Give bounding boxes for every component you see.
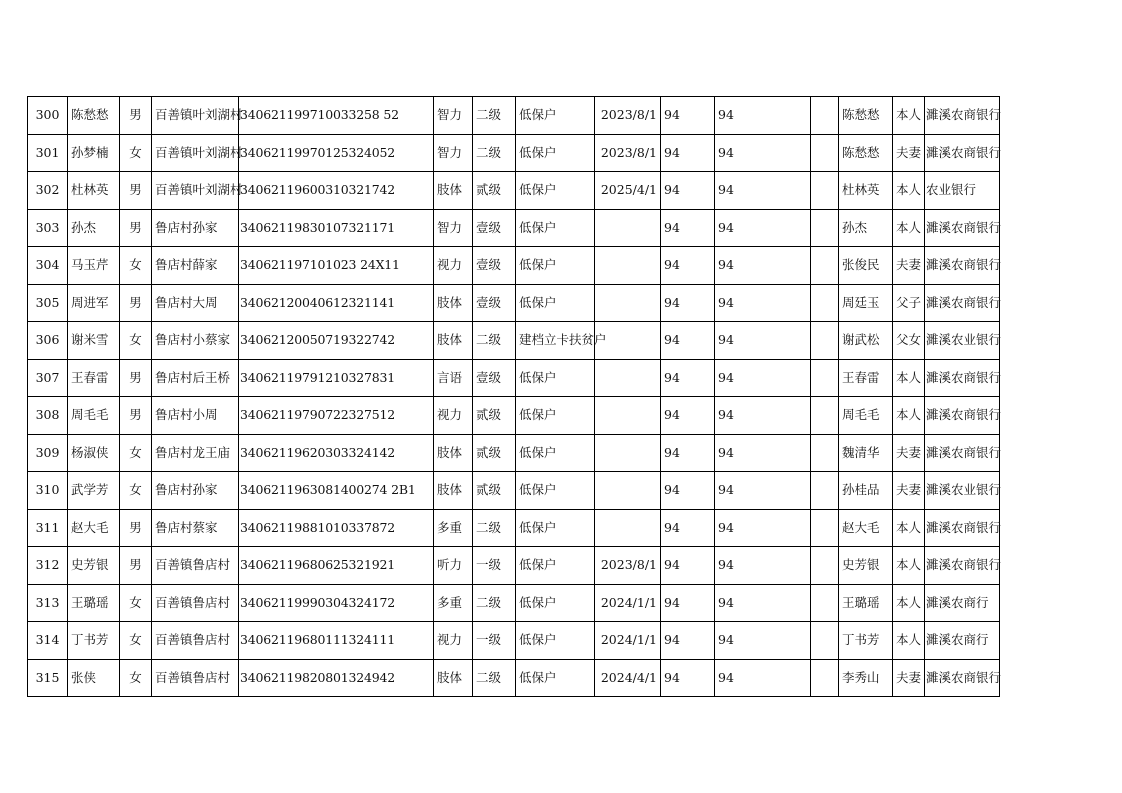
cell-disability-grade: 壹级 [473,284,516,322]
cell-id-number: 34062119790722327512 [239,397,434,435]
cell-id-number: 34062119970125324052 [239,134,434,172]
cell-address: 百善镇叶刘湖村 [152,97,239,135]
cell-category: 低保户 [516,584,595,622]
cell-relation: 本人 [893,172,925,210]
cell-amount-b: 94 [715,659,811,697]
cell-name: 张侠 [68,659,120,697]
cell-blank [811,209,839,247]
cell-category: 低保户 [516,284,595,322]
cell-serial-number: 309 [28,434,68,472]
cell-category: 低保户 [516,622,595,660]
cell-relation: 夫妻 [893,134,925,172]
cell-payee: 史芳银 [839,547,893,585]
cell-bank: 濉溪农商银行 [925,134,1000,172]
cell-category: 低保户 [516,659,595,697]
table-row [28,509,1000,547]
cell-payee: 丁书芳 [839,622,893,660]
table-row [28,134,1000,172]
cell-date [595,434,661,472]
cell-amount-b: 94 [715,622,811,660]
cell-relation: 父女 [893,322,925,360]
data-table [27,96,1000,697]
cell-disability-grade: 二级 [473,584,516,622]
cell-id-number: 340621199710033258 52 [239,97,434,135]
cell-amount-a: 94 [661,359,715,397]
cell-id-number: 34062119680111324111 [239,622,434,660]
cell-bank: 濉溪农商银行 [925,434,1000,472]
cell-date [595,209,661,247]
cell-disability-grade: 二级 [473,322,516,360]
cell-address: 百善镇叶刘湖村 [152,172,239,210]
cell-amount-b: 94 [715,172,811,210]
cell-date: 2023/8/1 [595,547,661,585]
cell-blank [811,134,839,172]
cell-category: 建档立卡扶贫户 [516,322,595,360]
cell-id-number: 34062119820801324942 [239,659,434,697]
table-row [28,659,1000,697]
cell-serial-number: 307 [28,359,68,397]
cell-amount-b: 94 [715,584,811,622]
table-row [28,322,1000,360]
cell-serial-number: 305 [28,284,68,322]
cell-blank [811,397,839,435]
cell-name: 王璐瑶 [68,584,120,622]
sheet [27,96,1002,697]
cell-bank: 濉溪农商行 [925,584,1000,622]
cell-disability-grade: 一级 [473,622,516,660]
cell-sex: 男 [120,284,152,322]
cell-amount-a: 94 [661,659,715,697]
cell-category: 低保户 [516,97,595,135]
cell-amount-b: 94 [715,134,811,172]
cell-sex: 男 [120,209,152,247]
cell-disability-type: 智力 [434,97,473,135]
cell-date [595,472,661,510]
cell-id-number: 34062119600310321742 [239,172,434,210]
cell-relation: 夫妻 [893,472,925,510]
cell-relation: 本人 [893,209,925,247]
cell-sex: 女 [120,434,152,472]
cell-sex: 女 [120,472,152,510]
cell-amount-a: 94 [661,134,715,172]
cell-amount-b: 94 [715,209,811,247]
cell-category: 低保户 [516,509,595,547]
cell-disability-grade: 壹级 [473,359,516,397]
cell-category: 低保户 [516,247,595,285]
cell-category: 低保户 [516,547,595,585]
cell-category: 低保户 [516,397,595,435]
cell-bank: 濉溪农商银行 [925,97,1000,135]
cell-id-number: 34062120040612321141 [239,284,434,322]
cell-payee: 张俊民 [839,247,893,285]
cell-disability-type: 听力 [434,547,473,585]
cell-name: 谢米雪 [68,322,120,360]
cell-amount-a: 94 [661,209,715,247]
cell-name: 周毛毛 [68,397,120,435]
cell-amount-b: 94 [715,397,811,435]
cell-amount-a: 94 [661,322,715,360]
cell-category: 低保户 [516,359,595,397]
cell-id-number: 340621197101023 24X11 [239,247,434,285]
cell-serial-number: 313 [28,584,68,622]
cell-disability-type: 智力 [434,134,473,172]
cell-address: 鲁店村小周 [152,397,239,435]
cell-name: 陈愁愁 [68,97,120,135]
cell-date [595,359,661,397]
cell-address: 鲁店村孙家 [152,472,239,510]
cell-bank: 濉溪农商银行 [925,659,1000,697]
cell-payee: 孙杰 [839,209,893,247]
cell-amount-a: 94 [661,247,715,285]
cell-name: 王春雷 [68,359,120,397]
cell-amount-b: 94 [715,322,811,360]
cell-address: 鲁店村薛家 [152,247,239,285]
cell-name: 史芳银 [68,547,120,585]
table-row [28,397,1000,435]
cell-disability-type: 肢体 [434,322,473,360]
cell-serial-number: 311 [28,509,68,547]
cell-relation: 本人 [893,97,925,135]
cell-bank: 濉溪农商银行 [925,359,1000,397]
cell-name: 孙杰 [68,209,120,247]
cell-serial-number: 312 [28,547,68,585]
cell-category: 低保户 [516,134,595,172]
cell-name: 孙梦楠 [68,134,120,172]
cell-relation: 本人 [893,359,925,397]
cell-address: 百善镇鲁店村 [152,584,239,622]
cell-id-number: 34062119830107321171 [239,209,434,247]
cell-sex: 女 [120,659,152,697]
cell-serial-number: 310 [28,472,68,510]
cell-disability-grade: 二级 [473,97,516,135]
cell-payee: 李秀山 [839,659,893,697]
cell-disability-grade: 贰级 [473,172,516,210]
cell-address: 百善镇鲁店村 [152,659,239,697]
cell-serial-number: 302 [28,172,68,210]
cell-payee: 孙桂品 [839,472,893,510]
cell-blank [811,434,839,472]
cell-id-number: 34062119990304324172 [239,584,434,622]
cell-bank: 濉溪农商银行 [925,247,1000,285]
cell-relation: 父子 [893,284,925,322]
table-row [28,247,1000,285]
cell-blank [811,359,839,397]
cell-payee: 周毛毛 [839,397,893,435]
cell-date: 2025/4/1 [595,172,661,210]
cell-disability-type: 多重 [434,584,473,622]
cell-blank [811,97,839,135]
cell-disability-type: 肢体 [434,472,473,510]
cell-disability-grade: 贰级 [473,472,516,510]
cell-serial-number: 300 [28,97,68,135]
cell-amount-b: 94 [715,472,811,510]
cell-disability-grade: 贰级 [473,397,516,435]
cell-disability-type: 智力 [434,209,473,247]
cell-address: 鲁店村小蔡家 [152,322,239,360]
cell-sex: 男 [120,547,152,585]
cell-bank: 农业银行 [925,172,1000,210]
cell-blank [811,622,839,660]
cell-id-number: 34062119620303324142 [239,434,434,472]
cell-date [595,397,661,435]
cell-bank: 濉溪农商银行 [925,284,1000,322]
cell-payee: 杜林英 [839,172,893,210]
cell-sex: 男 [120,397,152,435]
cell-bank: 濉溪农商银行 [925,397,1000,435]
cell-amount-b: 94 [715,359,811,397]
table-row [28,284,1000,322]
cell-date [595,284,661,322]
cell-name: 杜林英 [68,172,120,210]
table-row [28,359,1000,397]
cell-bank: 濉溪农商银行 [925,209,1000,247]
cell-date: 2024/1/1 [595,622,661,660]
cell-disability-type: 肢体 [434,172,473,210]
cell-blank [811,509,839,547]
cell-relation: 夫妻 [893,434,925,472]
cell-serial-number: 308 [28,397,68,435]
cell-bank: 濉溪农商行 [925,622,1000,660]
cell-blank [811,659,839,697]
cell-disability-type: 肢体 [434,434,473,472]
cell-serial-number: 314 [28,622,68,660]
cell-sex: 女 [120,622,152,660]
cell-name: 马玉芹 [68,247,120,285]
cell-id-number: 3406211963081400274 2B1 [239,472,434,510]
cell-disability-grade: 二级 [473,134,516,172]
cell-disability-type: 言语 [434,359,473,397]
cell-sex: 女 [120,322,152,360]
cell-amount-a: 94 [661,584,715,622]
cell-bank: 濉溪农商银行 [925,547,1000,585]
cell-relation: 本人 [893,509,925,547]
cell-amount-b: 94 [715,547,811,585]
cell-payee: 陈愁愁 [839,97,893,135]
cell-serial-number: 306 [28,322,68,360]
table-row [28,97,1000,135]
cell-date: 2024/1/1 [595,584,661,622]
cell-date [595,509,661,547]
cell-bank: 濉溪农业银行 [925,322,1000,360]
cell-id-number: 34062119680625321921 [239,547,434,585]
cell-disability-grade: 壹级 [473,209,516,247]
cell-payee: 陈愁愁 [839,134,893,172]
cell-name: 丁书芳 [68,622,120,660]
cell-address: 百善镇鲁店村 [152,547,239,585]
cell-blank [811,284,839,322]
cell-date: 2023/8/1 [595,97,661,135]
cell-amount-b: 94 [715,434,811,472]
cell-name: 武学芳 [68,472,120,510]
cell-address: 鲁店村蔡家 [152,509,239,547]
cell-date: 2023/8/1 [595,134,661,172]
cell-name: 周进军 [68,284,120,322]
table-body [28,97,1000,697]
cell-amount-b: 94 [715,97,811,135]
cell-relation: 本人 [893,397,925,435]
cell-disability-type: 视力 [434,622,473,660]
cell-serial-number: 304 [28,247,68,285]
cell-amount-b: 94 [715,509,811,547]
cell-amount-b: 94 [715,247,811,285]
cell-payee: 魏清华 [839,434,893,472]
cell-id-number: 34062120050719322742 [239,322,434,360]
cell-sex: 男 [120,97,152,135]
table-row [28,547,1000,585]
cell-amount-a: 94 [661,434,715,472]
cell-address: 鲁店村大周 [152,284,239,322]
cell-relation: 夫妻 [893,247,925,285]
cell-disability-type: 视力 [434,397,473,435]
cell-amount-a: 94 [661,397,715,435]
cell-relation: 夫妻 [893,659,925,697]
cell-sex: 女 [120,247,152,285]
cell-payee: 王春雷 [839,359,893,397]
cell-id-number: 34062119791210327831 [239,359,434,397]
cell-address: 百善镇叶刘湖村 [152,134,239,172]
cell-id-number: 34062119881010337872 [239,509,434,547]
cell-sex: 男 [120,509,152,547]
cell-bank: 濉溪农业银行 [925,472,1000,510]
cell-amount-a: 94 [661,547,715,585]
table-row [28,472,1000,510]
cell-address: 鲁店村龙王庙 [152,434,239,472]
cell-address: 百善镇鲁店村 [152,622,239,660]
cell-name: 赵大毛 [68,509,120,547]
cell-category: 低保户 [516,472,595,510]
table-row [28,434,1000,472]
cell-blank [811,247,839,285]
cell-payee: 王璐瑶 [839,584,893,622]
cell-disability-grade: 壹级 [473,247,516,285]
cell-blank [811,322,839,360]
cell-category: 低保户 [516,172,595,210]
cell-address: 鲁店村后王桥 [152,359,239,397]
cell-serial-number: 303 [28,209,68,247]
cell-disability-type: 视力 [434,247,473,285]
cell-serial-number: 301 [28,134,68,172]
cell-amount-a: 94 [661,284,715,322]
cell-amount-a: 94 [661,509,715,547]
cell-amount-a: 94 [661,172,715,210]
cell-date [595,247,661,285]
cell-blank [811,584,839,622]
table-row [28,209,1000,247]
cell-relation: 本人 [893,547,925,585]
cell-blank [811,472,839,510]
table-row [28,172,1000,210]
cell-category: 低保户 [516,434,595,472]
cell-amount-a: 94 [661,472,715,510]
cell-sex: 女 [120,584,152,622]
cell-sex: 男 [120,172,152,210]
cell-blank [811,547,839,585]
cell-disability-type: 肢体 [434,659,473,697]
cell-payee: 赵大毛 [839,509,893,547]
table-row [28,584,1000,622]
cell-amount-a: 94 [661,97,715,135]
cell-relation: 本人 [893,584,925,622]
cell-serial-number: 315 [28,659,68,697]
cell-date: 2024/4/1 [595,659,661,697]
cell-bank: 濉溪农商银行 [925,509,1000,547]
cell-sex: 女 [120,134,152,172]
table-row [28,622,1000,660]
cell-category: 低保户 [516,209,595,247]
cell-amount-b: 94 [715,284,811,322]
cell-name: 杨淑侠 [68,434,120,472]
cell-disability-type: 肢体 [434,284,473,322]
cell-disability-grade: 二级 [473,659,516,697]
cell-disability-type: 多重 [434,509,473,547]
cell-disability-grade: 贰级 [473,434,516,472]
cell-payee: 周廷玉 [839,284,893,322]
cell-disability-grade: 二级 [473,509,516,547]
cell-sex: 男 [120,359,152,397]
cell-blank [811,172,839,210]
cell-relation: 本人 [893,622,925,660]
cell-payee: 谢武松 [839,322,893,360]
cell-address: 鲁店村孙家 [152,209,239,247]
cell-disability-grade: 一级 [473,547,516,585]
cell-amount-a: 94 [661,622,715,660]
